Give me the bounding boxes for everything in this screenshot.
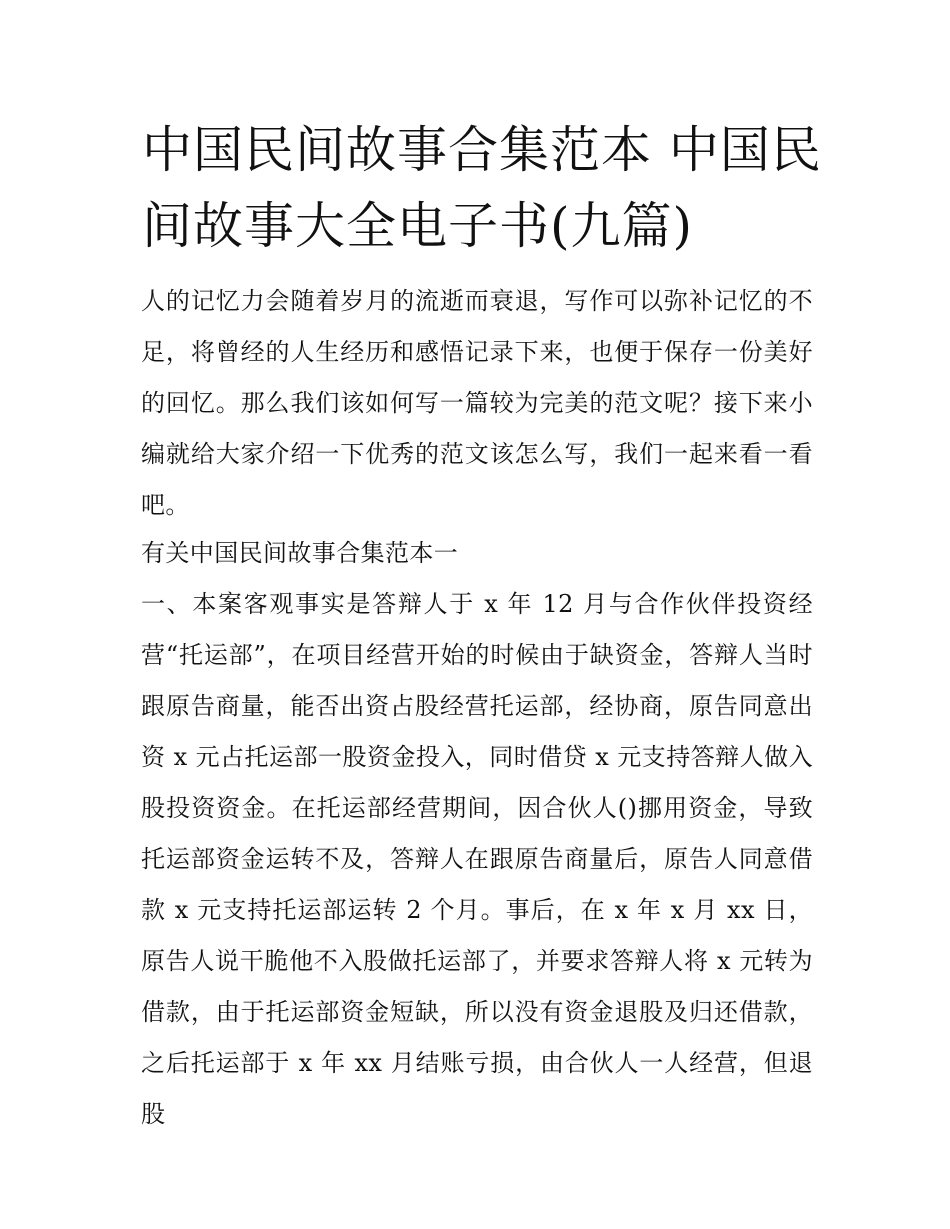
intro-paragraph: 人的记忆力会随着岁月的流逝而衰退，写作可以弥补记忆的不足，将曾经的人生经历和感悟记录下来，也便于保存一份美好的回忆。那么我们该如何写一篇较为完美的范文呢？接下来小编就给大家介绍一下优秀的范文该怎么写，我们一起来看一看吧。 [141,287,813,519]
section-heading: 有关中国民间故事合集范本一 [141,539,459,567]
case-paragraph: 一、本案客观事实是答辩人于 x 年 12 月与合作伙伴投资经营“托运部”，在项目经营开始的时候由于缺资金，答辩人当时跟原告商量，能否出资占股经营托运部，经协商，原告同意出资 x 元占托运部一股资金投入，同时借贷 x 元支持答辩人做入股投资资金。在托运部经营期间，因合伙人()挪用资金，导致托运部资金运转不及，答辩人在跟原告商量后，原告人同意借款 x 元支持托运部运转 2 个月。事后，在 x 年 x 月 xx 日，原告人说干脆他不入股做托运部了，并要求答辩人将 x 元转为借款，由于托运部资金短缺，所以没有资金退股及归还借款，之后托运部于 x 年 xx 月结账亏损，由合伙人一人经营，但退股 [141,590,813,1128]
document-title: 中国民间故事合集范本 中国民间故事大全电子书(九篇) [142,121,822,255]
